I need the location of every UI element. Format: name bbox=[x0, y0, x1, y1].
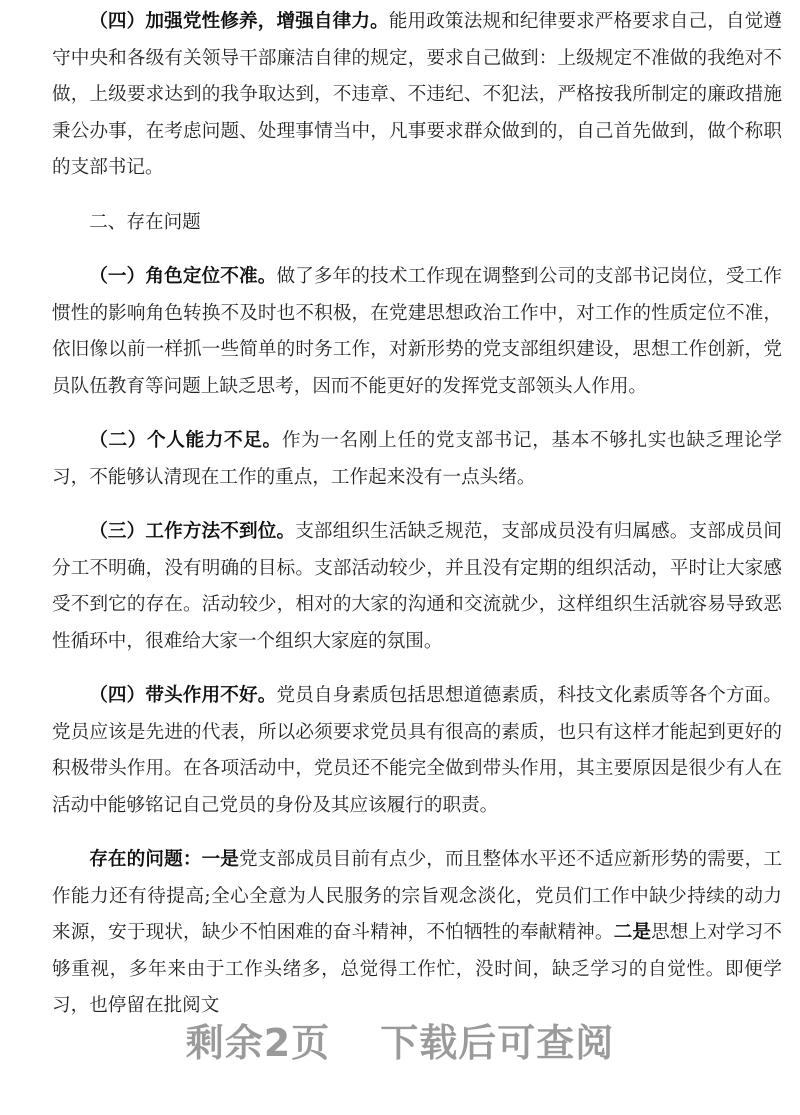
paragraph-text: 思想上对学习不够重视，多年来由于工作头绪多，总觉得工作忙，没时间，缺乏学习的自觉性。即便学习，也停留在批阅文 bbox=[52, 922, 782, 1016]
download-prompt[interactable] bbox=[0, 1012, 800, 1067]
paragraph-text: 党员自身素质包括思想道德素质，科技文化素质等各个方面。党员应该是先进的代表，所以必须要求党员具有很高的素质，也只有这样才能起到更好的积极带头作用。在各项活动中，党员还不能完全做到带头作用，其主要原因是很少有人在活动中能够铭记自己党员的身份及其应该履行的职责。 bbox=[52, 685, 782, 816]
paragraph-lead: （一）角色定位不准。 bbox=[89, 266, 277, 287]
first-label: 一是 bbox=[201, 849, 240, 870]
section-heading: 二、存在问题 bbox=[89, 211, 201, 233]
paragraph-text: 党支部成员目前有点少，而且整体水平还不适应新形势的需要，工作能力还有待提高;全心全意为人民服务的宗旨观念淡化，党员们工作中缺少持续的动力来源，安于现状，缺少不怕困难的奋斗精神，不怕牺牲的奉献精神。 bbox=[52, 849, 782, 943]
paragraph-lead: （四）加强党性修养，增强自律力。 bbox=[89, 11, 389, 32]
download-to-view: 下载后可查阅 bbox=[380, 1021, 615, 1065]
remaining-pages: 剩余2页 bbox=[185, 1021, 331, 1065]
document-page bbox=[52, 4, 782, 1043]
paragraph-text: 能用政策法规和纪律要求严格要求自己，自觉遵守中央和各级有关领导干部廉洁自律的规定，要求自己做到：上级规定不准做的我绝对不做，上级要求达到的我争取达到，不违章、不违纪、不犯法，严格按我所制定的廉政措施秉公办事，在考虑问题、处理事情当中，凡事要求群众做到的，自己首先做到，做个称职的支部书记。 bbox=[52, 11, 782, 178]
paragraph-text: 作为一名刚上任的党支部书记，基本不够扎实也缺乏理论学习，不能够认清现在工作的重点，工作起来没有一点头绪。 bbox=[52, 430, 782, 488]
paragraph-lead: 存在的问题： bbox=[89, 849, 202, 870]
paragraph-existing-problems bbox=[52, 842, 782, 1025]
paragraph-text: 做了多年的技术工作现在调整到公司的支部书记岗位，受工作惯性的影响角色转换不及时也不积极，在党建思想政治工作中，对工作的性质定位不准，依旧像以前一样抓一些简单的时务工作，对新形势的党支部组织建设，思想工作创新，党员队伍教育等问题上缺乏思考，因而不能更好的发挥党支部领头人作用。 bbox=[52, 266, 782, 397]
paragraph-text: 支部组织生活缺乏规范，支部成员没有归属感。支部成员间分工不明确，没有明确的目标。支部活动较少，并且没有定期的组织活动，平时让大家感受不到它的存在。活动较少，相对的大家的沟通和交流就少，这样组织生活就容易导致恶性循环中，很难给大家一个组织大家庭的氛围。 bbox=[52, 521, 782, 652]
paragraph-personal-ability bbox=[52, 423, 782, 496]
paragraph-lead: （四）带头作用不好。 bbox=[89, 685, 277, 706]
paragraph-lead: （二）个人能力不足。 bbox=[89, 430, 282, 451]
paragraph-role-positioning bbox=[52, 259, 782, 405]
second-label: 二是 bbox=[613, 922, 652, 943]
paragraph-leading-role bbox=[52, 678, 782, 824]
paragraph-lead: （三）工作方法不到位。 bbox=[89, 521, 296, 542]
paragraph-work-method bbox=[52, 514, 782, 660]
paragraph-self-discipline bbox=[52, 4, 782, 187]
